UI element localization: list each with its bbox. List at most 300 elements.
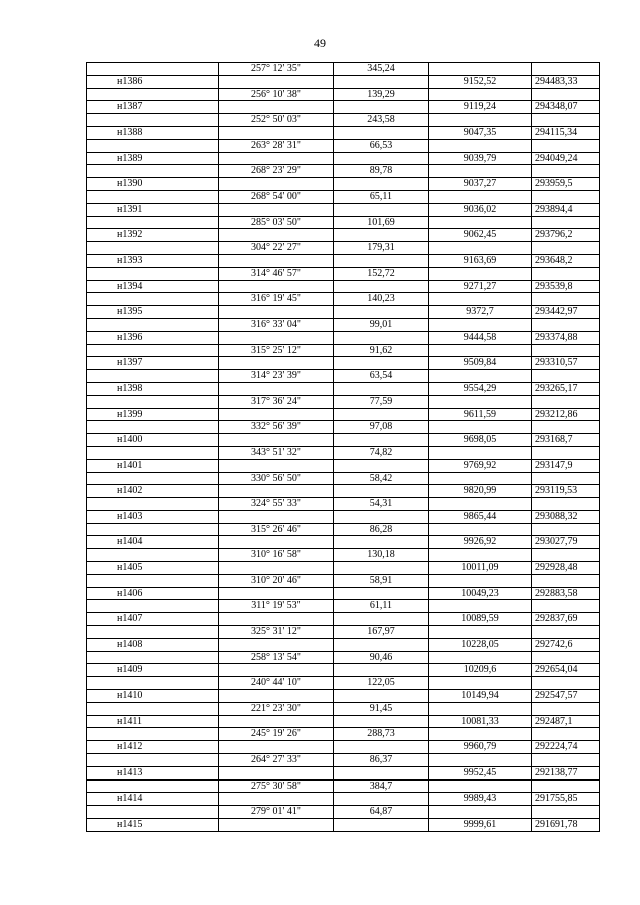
x-coordinate-cell: 9865,44 [429, 510, 532, 523]
x-coordinate-cell: 9039,79 [429, 152, 532, 165]
y-coordinate-cell [532, 344, 600, 357]
table-row [87, 101, 600, 114]
y-coordinate-cell [532, 651, 600, 664]
y-coordinate-cell: 292883,58 [532, 587, 600, 600]
table-row [87, 331, 600, 344]
direction-angle-cell [219, 126, 334, 139]
distance-cell: 130,18 [334, 549, 429, 562]
point-cell [87, 318, 219, 331]
direction-angle-cell: 268° 23' 29" [219, 165, 334, 178]
y-coordinate-cell [532, 267, 600, 280]
point-cell [87, 472, 219, 485]
direction-angle-cell: 332° 56' 39" [219, 421, 334, 434]
coordinates-table [86, 62, 600, 832]
table-row [87, 780, 600, 793]
direction-angle-cell [219, 690, 334, 703]
table-row [87, 203, 600, 216]
y-coordinate-cell: 292928,48 [532, 562, 600, 575]
table-row [87, 536, 600, 549]
table-row [87, 728, 600, 741]
y-coordinate-cell: 294348,07 [532, 101, 600, 114]
direction-angle-cell [219, 715, 334, 728]
distance-cell: 91,45 [334, 702, 429, 715]
point-cell: н1390 [87, 178, 219, 191]
distance-cell: 99,01 [334, 318, 429, 331]
x-coordinate-cell: 9960,79 [429, 741, 532, 754]
y-coordinate-cell: 293894,4 [532, 203, 600, 216]
distance-cell: 58,42 [334, 472, 429, 485]
y-coordinate-cell: 293310,57 [532, 357, 600, 370]
point-cell: н1409 [87, 664, 219, 677]
distance-cell [334, 690, 429, 703]
direction-angle-cell [219, 229, 334, 242]
y-coordinate-cell: 292547,57 [532, 690, 600, 703]
point-cell: н1404 [87, 536, 219, 549]
direction-angle-cell [219, 408, 334, 421]
point-cell: н1397 [87, 357, 219, 370]
x-coordinate-cell [429, 754, 532, 767]
y-coordinate-cell [532, 472, 600, 485]
distance-cell: 65,11 [334, 190, 429, 203]
x-coordinate-cell [429, 293, 532, 306]
y-coordinate-cell [532, 293, 600, 306]
x-coordinate-cell: 9372,7 [429, 306, 532, 319]
point-cell: н1394 [87, 280, 219, 293]
x-coordinate-cell: 10228,05 [429, 638, 532, 651]
point-cell [87, 421, 219, 434]
point-cell: н1414 [87, 793, 219, 806]
x-coordinate-cell [429, 446, 532, 459]
point-cell: н1393 [87, 254, 219, 267]
distance-cell: 89,78 [334, 165, 429, 178]
table-row [87, 126, 600, 139]
direction-angle-cell: 275° 30' 58" [219, 780, 334, 793]
y-coordinate-cell [532, 806, 600, 819]
distance-cell: 345,24 [334, 63, 429, 76]
y-coordinate-cell [532, 728, 600, 741]
x-coordinate-cell: 9769,92 [429, 459, 532, 472]
table-row [87, 766, 600, 779]
point-cell: н1388 [87, 126, 219, 139]
y-coordinate-cell [532, 114, 600, 127]
distance-cell [334, 229, 429, 242]
point-cell [87, 728, 219, 741]
x-coordinate-cell [429, 549, 532, 562]
y-coordinate-cell: 292837,69 [532, 613, 600, 626]
x-coordinate-cell [429, 344, 532, 357]
direction-angle-cell: 252° 50' 03" [219, 114, 334, 127]
direction-angle-cell: 311° 19' 53" [219, 600, 334, 613]
distance-cell [334, 793, 429, 806]
table-row [87, 152, 600, 165]
distance-cell: 384,7 [334, 780, 429, 793]
table-row [87, 114, 600, 127]
distance-cell: 101,69 [334, 216, 429, 229]
direction-angle-cell [219, 562, 334, 575]
table-row [87, 626, 600, 639]
point-cell [87, 267, 219, 280]
y-coordinate-cell [532, 600, 600, 613]
x-coordinate-cell [429, 472, 532, 485]
y-coordinate-cell [532, 702, 600, 715]
direction-angle-cell [219, 280, 334, 293]
direction-angle-cell [219, 178, 334, 191]
point-cell [87, 446, 219, 459]
point-cell [87, 498, 219, 511]
table-row [87, 293, 600, 306]
distance-cell: 66,53 [334, 139, 429, 152]
distance-cell [334, 664, 429, 677]
direction-angle-cell: 285° 03' 50" [219, 216, 334, 229]
direction-angle-cell [219, 382, 334, 395]
x-coordinate-cell: 9062,45 [429, 229, 532, 242]
x-coordinate-cell [429, 165, 532, 178]
point-cell [87, 651, 219, 664]
x-coordinate-cell [429, 63, 532, 76]
table-row [87, 280, 600, 293]
distance-cell [334, 254, 429, 267]
distance-cell [334, 715, 429, 728]
distance-cell: 288,73 [334, 728, 429, 741]
y-coordinate-cell: 293119,53 [532, 485, 600, 498]
table-row [87, 190, 600, 203]
distance-cell: 86,28 [334, 523, 429, 536]
y-coordinate-cell: 293088,32 [532, 510, 600, 523]
direction-angle-cell: 317° 36' 24" [219, 395, 334, 408]
x-coordinate-cell [429, 498, 532, 511]
table-row [87, 638, 600, 651]
point-cell [87, 754, 219, 767]
y-coordinate-cell: 293648,2 [532, 254, 600, 267]
y-coordinate-cell [532, 63, 600, 76]
y-coordinate-cell: 291755,85 [532, 793, 600, 806]
direction-angle-cell [219, 741, 334, 754]
direction-angle-cell: 310° 16' 58" [219, 549, 334, 562]
y-coordinate-cell: 292487,1 [532, 715, 600, 728]
x-coordinate-cell: 9509,84 [429, 357, 532, 370]
point-cell: н1399 [87, 408, 219, 421]
x-coordinate-cell [429, 626, 532, 639]
table-row [87, 485, 600, 498]
distance-cell: 122,05 [334, 677, 429, 690]
table-row [87, 216, 600, 229]
direction-angle-cell: 268° 54' 00" [219, 190, 334, 203]
direction-angle-cell [219, 819, 334, 832]
x-coordinate-cell [429, 139, 532, 152]
point-cell [87, 370, 219, 383]
x-coordinate-cell: 9036,02 [429, 203, 532, 216]
distance-cell: 64,87 [334, 806, 429, 819]
y-coordinate-cell [532, 574, 600, 587]
distance-cell: 179,31 [334, 242, 429, 255]
distance-cell [334, 306, 429, 319]
x-coordinate-cell: 9163,69 [429, 254, 532, 267]
distance-cell [334, 357, 429, 370]
distance-cell: 63,54 [334, 370, 429, 383]
table-row [87, 229, 600, 242]
y-coordinate-cell [532, 139, 600, 152]
x-coordinate-cell: 10081,33 [429, 715, 532, 728]
table-row [87, 819, 600, 832]
distance-cell: 58,91 [334, 574, 429, 587]
point-cell [87, 63, 219, 76]
direction-angle-cell [219, 587, 334, 600]
direction-angle-cell [219, 664, 334, 677]
table-row [87, 382, 600, 395]
direction-angle-cell: 256° 10' 38" [219, 88, 334, 101]
distance-cell: 97,08 [334, 421, 429, 434]
table-row [87, 242, 600, 255]
y-coordinate-cell: 293442,97 [532, 306, 600, 319]
y-coordinate-cell [532, 780, 600, 793]
table-row [87, 165, 600, 178]
direction-angle-cell: 264° 27' 33" [219, 754, 334, 767]
point-cell: н1400 [87, 434, 219, 447]
y-coordinate-cell: 293959,5 [532, 178, 600, 191]
y-coordinate-cell: 293796,2 [532, 229, 600, 242]
y-coordinate-cell: 293147,9 [532, 459, 600, 472]
point-cell: н1406 [87, 587, 219, 600]
direction-angle-cell: 343° 51' 32" [219, 446, 334, 459]
table-row [87, 75, 600, 88]
table-row [87, 715, 600, 728]
direction-angle-cell [219, 459, 334, 472]
point-cell: н1398 [87, 382, 219, 395]
table-row [87, 677, 600, 690]
point-cell: н1410 [87, 690, 219, 703]
point-cell [87, 190, 219, 203]
y-coordinate-cell [532, 677, 600, 690]
distance-cell: 54,31 [334, 498, 429, 511]
x-coordinate-cell: 9271,27 [429, 280, 532, 293]
y-coordinate-cell: 293027,79 [532, 536, 600, 549]
point-cell [87, 626, 219, 639]
table-row [87, 318, 600, 331]
distance-cell [334, 280, 429, 293]
coordinates-table-body [87, 63, 600, 832]
x-coordinate-cell [429, 318, 532, 331]
table-row [87, 690, 600, 703]
x-coordinate-cell [429, 702, 532, 715]
distance-cell [334, 434, 429, 447]
distance-cell [334, 613, 429, 626]
distance-cell: 86,37 [334, 754, 429, 767]
x-coordinate-cell: 9037,27 [429, 178, 532, 191]
distance-cell [334, 485, 429, 498]
point-cell [87, 344, 219, 357]
x-coordinate-cell: 9698,05 [429, 434, 532, 447]
direction-angle-cell [219, 485, 334, 498]
direction-angle-cell [219, 75, 334, 88]
x-coordinate-cell: 10149,94 [429, 690, 532, 703]
y-coordinate-cell [532, 626, 600, 639]
y-coordinate-cell: 293212,86 [532, 408, 600, 421]
x-coordinate-cell: 10011,09 [429, 562, 532, 575]
y-coordinate-cell [532, 754, 600, 767]
x-coordinate-cell [429, 370, 532, 383]
distance-cell [334, 766, 429, 779]
direction-angle-cell: 304° 22' 27" [219, 242, 334, 255]
y-coordinate-cell [532, 446, 600, 459]
y-coordinate-cell [532, 395, 600, 408]
distance-cell: 140,23 [334, 293, 429, 306]
x-coordinate-cell: 9119,24 [429, 101, 532, 114]
point-cell: н1402 [87, 485, 219, 498]
point-cell [87, 165, 219, 178]
x-coordinate-cell: 10049,23 [429, 587, 532, 600]
x-coordinate-cell: 10089,59 [429, 613, 532, 626]
distance-cell: 167,97 [334, 626, 429, 639]
point-cell: н1412 [87, 741, 219, 754]
table-row [87, 267, 600, 280]
y-coordinate-cell: 293539,8 [532, 280, 600, 293]
point-cell: н1413 [87, 766, 219, 779]
distance-cell [334, 562, 429, 575]
table-row [87, 434, 600, 447]
x-coordinate-cell [429, 728, 532, 741]
distance-cell: 61,11 [334, 600, 429, 613]
table-row [87, 574, 600, 587]
table-row [87, 562, 600, 575]
point-cell [87, 702, 219, 715]
point-cell [87, 88, 219, 101]
point-cell: н1395 [87, 306, 219, 319]
point-cell [87, 216, 219, 229]
point-cell: н1386 [87, 75, 219, 88]
point-cell: н1396 [87, 331, 219, 344]
direction-angle-cell: 279° 01' 41" [219, 806, 334, 819]
point-cell: н1411 [87, 715, 219, 728]
table-row [87, 446, 600, 459]
direction-angle-cell: 316° 19' 45" [219, 293, 334, 306]
x-coordinate-cell: 9999,61 [429, 819, 532, 832]
distance-cell: 77,59 [334, 395, 429, 408]
distance-cell [334, 819, 429, 832]
table-row [87, 88, 600, 101]
table-row [87, 344, 600, 357]
direction-angle-cell [219, 331, 334, 344]
point-cell [87, 293, 219, 306]
direction-angle-cell: 324° 55' 33" [219, 498, 334, 511]
x-coordinate-cell: 9047,35 [429, 126, 532, 139]
point-cell: н1405 [87, 562, 219, 575]
x-coordinate-cell: 9611,59 [429, 408, 532, 421]
distance-cell [334, 741, 429, 754]
y-coordinate-cell: 293374,88 [532, 331, 600, 344]
direction-angle-cell: 263° 28' 31" [219, 139, 334, 152]
point-cell [87, 600, 219, 613]
point-cell: н1407 [87, 613, 219, 626]
x-coordinate-cell [429, 190, 532, 203]
direction-angle-cell [219, 203, 334, 216]
table-row [87, 421, 600, 434]
x-coordinate-cell [429, 114, 532, 127]
x-coordinate-cell [429, 395, 532, 408]
x-coordinate-cell: 9926,92 [429, 536, 532, 549]
distance-cell [334, 536, 429, 549]
direction-angle-cell: 325° 31' 12" [219, 626, 334, 639]
y-coordinate-cell: 294483,33 [532, 75, 600, 88]
direction-angle-cell: 257° 12' 35" [219, 63, 334, 76]
direction-angle-cell [219, 254, 334, 267]
point-cell [87, 549, 219, 562]
table-row [87, 793, 600, 806]
table-row [87, 754, 600, 767]
point-cell [87, 574, 219, 587]
table-row [87, 178, 600, 191]
point-cell: н1389 [87, 152, 219, 165]
table-row [87, 664, 600, 677]
direction-angle-cell: 315° 25' 12" [219, 344, 334, 357]
direction-angle-cell [219, 434, 334, 447]
direction-angle-cell [219, 793, 334, 806]
page-number: 49 [314, 36, 326, 50]
direction-angle-cell: 315° 26' 46" [219, 523, 334, 536]
y-coordinate-cell: 292654,04 [532, 664, 600, 677]
point-cell [87, 806, 219, 819]
direction-angle-cell [219, 766, 334, 779]
distance-cell: 91,62 [334, 344, 429, 357]
point-cell [87, 242, 219, 255]
distance-cell: 90,46 [334, 651, 429, 664]
x-coordinate-cell: 9820,99 [429, 485, 532, 498]
y-coordinate-cell: 291691,78 [532, 819, 600, 832]
x-coordinate-cell [429, 600, 532, 613]
y-coordinate-cell [532, 421, 600, 434]
table-row [87, 651, 600, 664]
distance-cell [334, 638, 429, 651]
table-row [87, 408, 600, 421]
table-row [87, 306, 600, 319]
distance-cell: 139,29 [334, 88, 429, 101]
distance-cell [334, 382, 429, 395]
direction-angle-cell [219, 613, 334, 626]
distance-cell [334, 203, 429, 216]
direction-angle-cell: 245° 19' 26" [219, 728, 334, 741]
direction-angle-cell [219, 306, 334, 319]
x-coordinate-cell [429, 88, 532, 101]
direction-angle-cell [219, 638, 334, 651]
point-cell: н1408 [87, 638, 219, 651]
table-row [87, 600, 600, 613]
x-coordinate-cell [429, 651, 532, 664]
x-coordinate-cell [429, 242, 532, 255]
direction-angle-cell [219, 510, 334, 523]
distance-cell [334, 178, 429, 191]
y-coordinate-cell: 294049,24 [532, 152, 600, 165]
x-coordinate-cell: 9152,52 [429, 75, 532, 88]
distance-cell [334, 75, 429, 88]
y-coordinate-cell [532, 549, 600, 562]
point-cell: н1403 [87, 510, 219, 523]
direction-angle-cell: 258° 13' 54" [219, 651, 334, 664]
direction-angle-cell: 310° 20' 46" [219, 574, 334, 587]
distance-cell [334, 126, 429, 139]
direction-angle-cell [219, 357, 334, 370]
direction-angle-cell: 316° 33' 04" [219, 318, 334, 331]
point-cell: н1391 [87, 203, 219, 216]
x-coordinate-cell [429, 216, 532, 229]
point-cell: н1392 [87, 229, 219, 242]
y-coordinate-cell [532, 216, 600, 229]
x-coordinate-cell [429, 421, 532, 434]
table-row [87, 139, 600, 152]
distance-cell [334, 510, 429, 523]
distance-cell [334, 152, 429, 165]
table-row [87, 806, 600, 819]
y-coordinate-cell [532, 242, 600, 255]
distance-cell [334, 101, 429, 114]
